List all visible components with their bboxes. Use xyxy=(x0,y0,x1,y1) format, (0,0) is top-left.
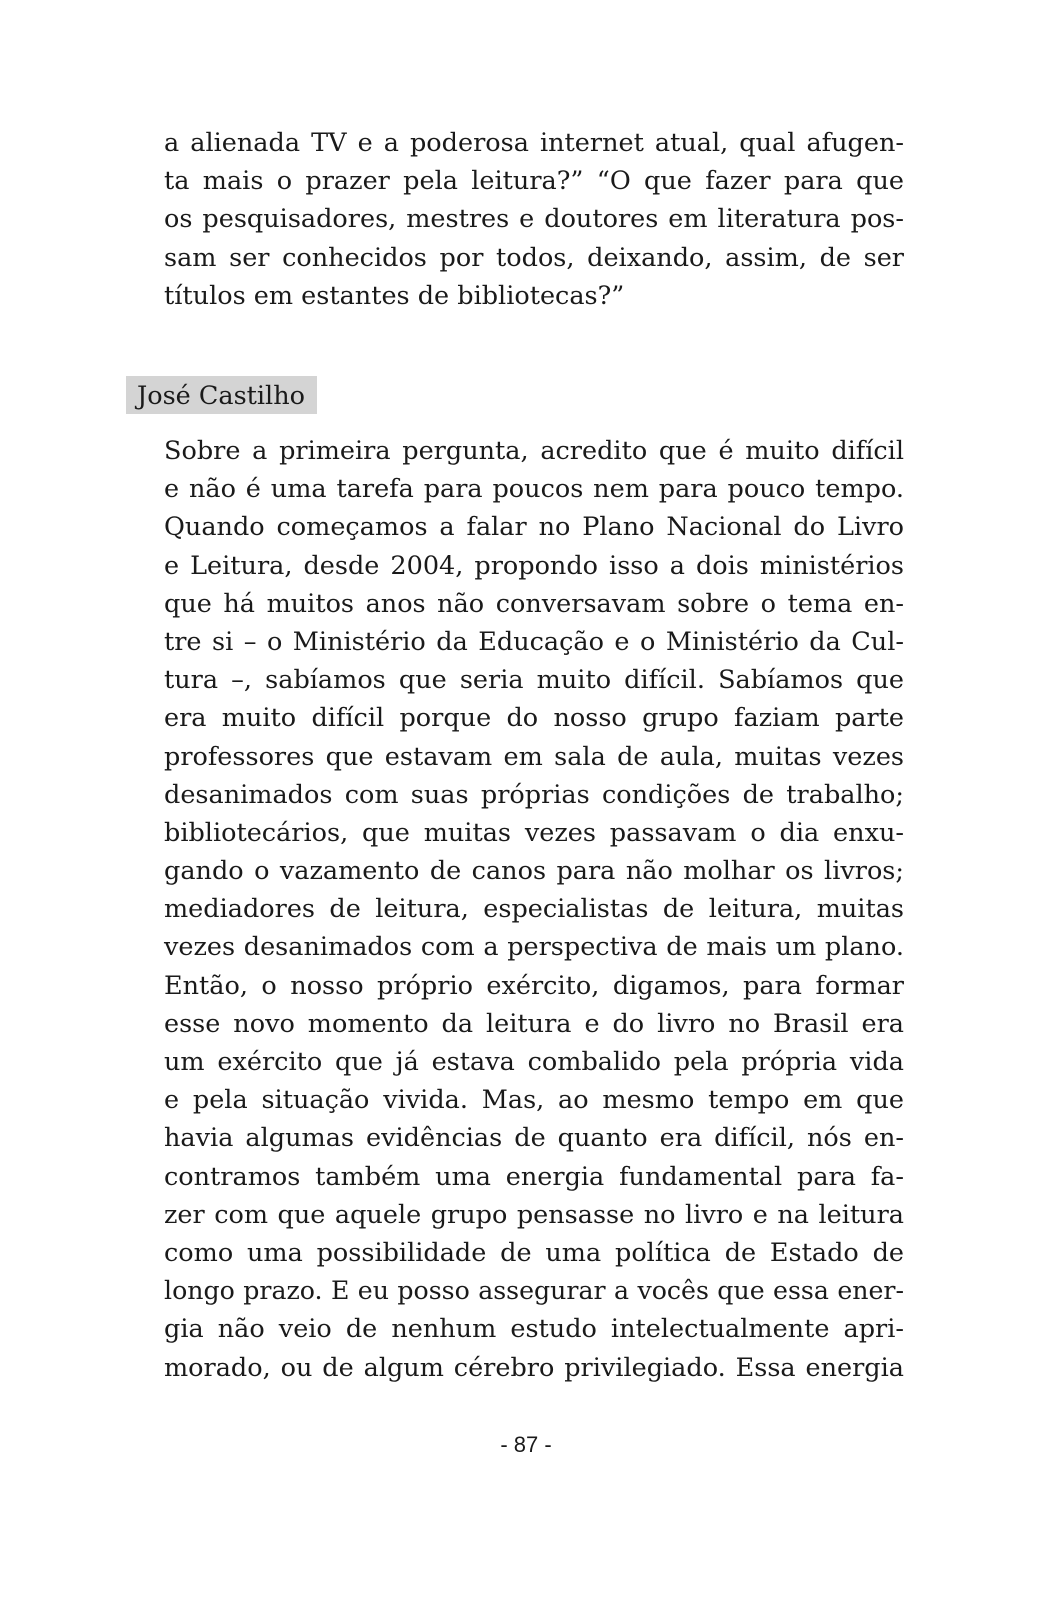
text-line: morado, ou de algum cérebro privilegiado. Essa energia xyxy=(164,1352,904,1383)
text-line: e Leitura, desde 2004, propondo isso a dois ministérios xyxy=(164,550,904,581)
text-line: ta mais o prazer pela leitura?” “O que fazer para que xyxy=(164,166,904,197)
text-line: gando o vazamento de canos para não molhar os livros; xyxy=(164,856,904,887)
text-line: Quando começamos a falar no Plano Nacional do Livro xyxy=(164,512,904,543)
text-line: Sobre a primeira pergunta, acredito que é muito difícil xyxy=(164,436,904,466)
speaker-label: José Castilho xyxy=(126,376,317,414)
text-line: a alienada TV e a poderosa internet atual, qual afugen- xyxy=(164,128,904,158)
answer-paragraph xyxy=(164,432,904,1387)
text-line: e não é uma tarefa para poucos nem para pouco tempo. xyxy=(164,474,904,505)
text-line: bibliotecários, que muitas vezes passavam o dia enxu- xyxy=(164,817,904,848)
text-line: zer com que aquele grupo pensasse no livro e na leitura xyxy=(164,1199,904,1230)
text-line: títulos em estantes de bibliotecas?” xyxy=(164,280,625,311)
text-line: Então, o nosso próprio exército, digamos, para formar xyxy=(164,970,904,1001)
text-line: sam ser conhecidos por todos, deixando, assim, de ser xyxy=(164,242,904,273)
text-line: longo prazo. E eu posso assegurar a vocês que essa ener- xyxy=(164,1276,904,1306)
text-line: que há muitos anos não conversavam sobre o tema en- xyxy=(164,588,904,619)
text-line: era muito difícil porque do nosso grupo faziam parte xyxy=(164,703,904,734)
text-line: professores que estavam em sala de aula, muitas vezes xyxy=(164,741,904,772)
text-line: os pesquisadores, mestres e doutores em literatura pos- xyxy=(164,204,904,235)
text-line: esse novo momento da leitura e do livro no Brasil era xyxy=(164,1008,904,1039)
intro-paragraph xyxy=(164,124,904,315)
page-number: - 87 - xyxy=(500,1432,552,1457)
text-line: gia não veio de nenhum estudo intelectualmente apri- xyxy=(164,1314,904,1345)
text-line: um exército que já estava combalido pela própria vida xyxy=(164,1047,904,1077)
text-line: mediadores de leitura, especialistas de leitura, muitas xyxy=(164,894,904,925)
text-line: tre si – o Ministério da Educação e o Ministério da Cul- xyxy=(164,626,904,657)
text-line: como uma possibilidade de uma política de Estado de xyxy=(164,1237,904,1268)
text-line: e pela situação vivida. Mas, ao mesmo tempo em que xyxy=(164,1085,904,1116)
text-line: tura –, sabíamos que seria muito difícil. Sabíamos que xyxy=(164,665,904,696)
text-line: contramos também uma energia fundamental para fa- xyxy=(164,1161,904,1192)
text-line: vezes desanimados com a perspectiva de mais um plano. xyxy=(164,932,904,963)
text-line: havia algumas evidências de quanto era difícil, nós en- xyxy=(164,1123,904,1154)
text-line: desanimados com suas próprias condições de trabalho; xyxy=(164,779,904,810)
